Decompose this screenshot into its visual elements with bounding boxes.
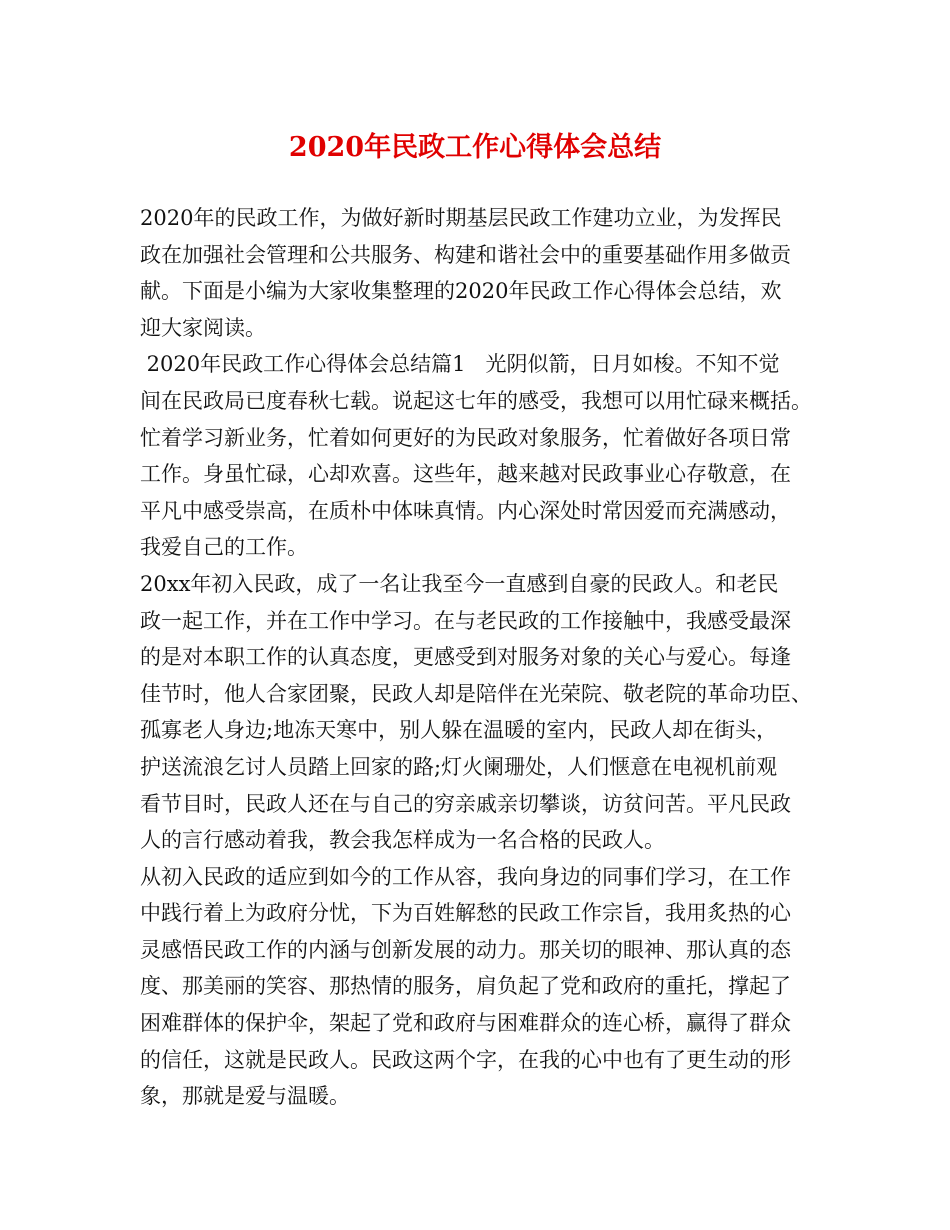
text-line-20: 中践行着上为政府分忧，下为百姓解愁的民政工作宗旨，我用炙热的心 [140,901,791,926]
text-line-2: 政在加强社会管理和公共服务、构建和谐社会中的重要基础作用多做贡 [140,242,791,267]
text-line-18: 人的言行感动着我，教会我怎样成为一名合格的民政人。 [140,828,665,853]
text-line-10: 我爱自己的工作。 [140,535,308,560]
text-line-11: 20xx年初入民政，成了一名让我至今一直感到自豪的民政人。和老民 [140,571,779,596]
document-title: 2020年民政工作心得体会总结 [288,132,662,163]
text-line-23: 困难群体的保护伞，架起了党和政府与困难群众的连心桥，赢得了群众 [140,1011,791,1036]
text-line-24: 的信任，这就是民政人。民政这两个字，在我的心中也有了更生动的形 [140,1047,791,1072]
text-line-17: 看节目时，民政人还在与自己的穷亲戚亲切攀谈，访贫问苦。平凡民政 [140,791,791,816]
text-line-4: 迎大家阅读。 [140,315,266,340]
text-line-1: 2020年的民政工作，为做好新时期基层民政工作建功立业，为发挥民 [140,206,782,230]
document-body [140,200,840,1115]
text-line-12: 政一起工作，并在工作中学习。在与老民政的工作接触中，我感受最深 [140,608,791,633]
text-line-21: 灵感悟民政工作的内涵与创新发展的动力。那关切的眼神、那认真的态 [140,937,791,962]
text-line-15: 孤寡老人身边;地冻天寒中，别人躲在温暖的室内，民政人却在街头， [140,718,778,743]
text-line-8: 工作。身虽忙碌，心却欢喜。这些年，越来越对民政事业心存敬意，在 [140,462,791,487]
text-line-19: 从初入民政的适应到如今的工作从容，我向身边的同事们学习，在工作 [140,864,791,889]
text-line-25: 象，那就是爱与温暖。 [140,1084,350,1109]
text-line-14: 佳节时，他人合家团聚，民政人却是陪伴在光荣院、敬老院的革命功臣、 [140,681,812,706]
text-line-6: 间在民政局已度春秋七载。说起这七年的感受，我想可以用忙碌来概括。 [140,388,812,413]
text-line-22: 度、那美丽的笑容、那热情的服务，肩负起了党和政府的重托，撑起了 [140,974,791,999]
text-line-9: 平凡中感受崇高，在质朴中体味真情。内心深处时常因爱而充满感动， [140,498,791,523]
text-line-3: 献。下面是小编为大家收集整理的2020年民政工作心得体会总结，欢 [140,279,782,304]
text-line-5: 2020年民政工作心得体会总结篇1 光阴似箭，日月如梭。不知不觉 [140,352,780,377]
text-line-7: 忙着学习新业务，忙着如何更好的为民政对象服务，忙着做好各项日常 [140,425,791,450]
text-line-16: 护送流浪乞讨人员踏上回家的路;灯火阑珊处，人们惬意在电视机前观 [140,754,778,779]
text-line-13: 的是对本职工作的认真态度，更感受到对服务对象的关心与爱心。每逢 [140,645,791,670]
